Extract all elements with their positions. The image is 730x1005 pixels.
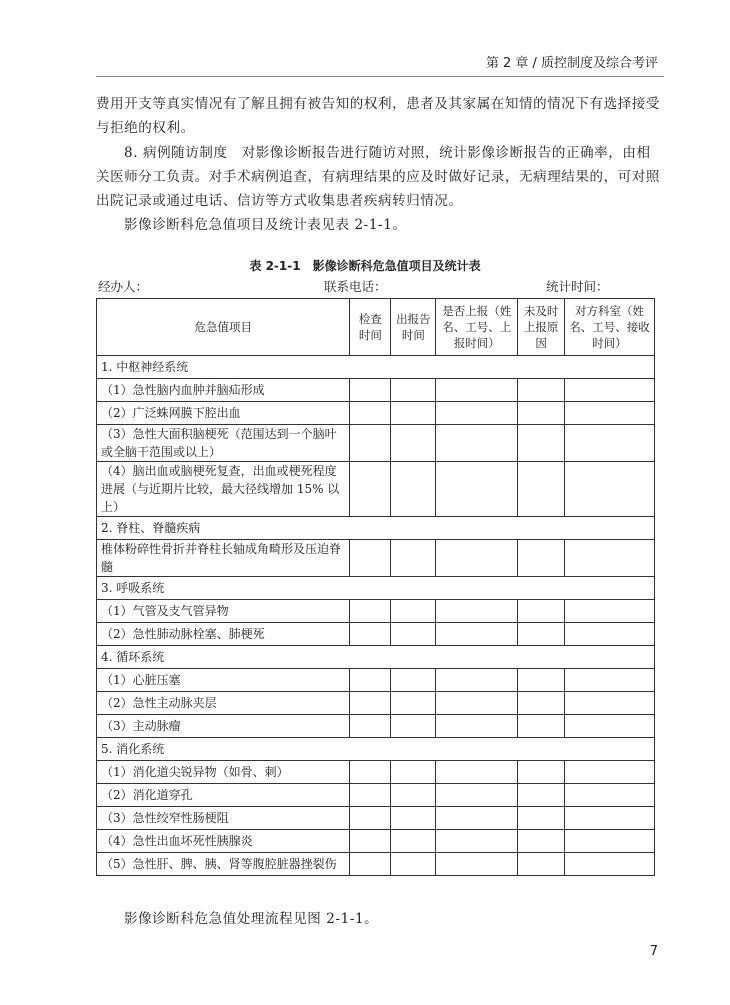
- category-label: 1. 中枢神经系统: [97, 356, 655, 379]
- table-row: [97, 623, 655, 646]
- header-receiving-dept: 对方科室（姓名、工号、接收时间）: [565, 299, 655, 356]
- empty-cell: [565, 761, 655, 784]
- empty-cell: [436, 425, 518, 462]
- empty-cell: [350, 600, 391, 623]
- category-row: [97, 738, 655, 761]
- empty-cell: [565, 402, 655, 425]
- empty-cell: [436, 540, 518, 577]
- header-check-time: 检查时间: [350, 299, 391, 356]
- empty-cell: [391, 692, 436, 715]
- table-row: [97, 669, 655, 692]
- table-row: [97, 379, 655, 402]
- item-label: （3）主动脉瘤: [97, 715, 350, 738]
- empty-cell: [350, 379, 391, 402]
- category-label: 2. 脊柱、脊髓疾病: [97, 517, 655, 540]
- empty-cell: [391, 761, 436, 784]
- empty-cell: [565, 715, 655, 738]
- meta-handler: 经办人：: [98, 279, 149, 294]
- empty-cell: [436, 462, 518, 517]
- empty-cell: [350, 402, 391, 425]
- paragraph-follow-up-body: 对影像诊断报告进行随访对照，统计影像诊断报告的正确率，由相关医师分工负责。对手术病例追查，有病理结果的应及时做好记录，无病理结果的，可对照出院记录或通过电话、信访等方式收集患者疾病转归情况。: [96, 145, 660, 209]
- item-label: （3）急性绞窄性肠梗阻: [97, 807, 350, 830]
- empty-cell: [565, 600, 655, 623]
- empty-cell: [565, 830, 655, 853]
- empty-cell: [565, 462, 655, 517]
- category-row: [97, 577, 655, 600]
- item-label: 椎体粉碎性骨折并脊柱长轴成角畸形及压迫脊髓: [97, 540, 350, 577]
- empty-cell: [391, 425, 436, 462]
- empty-cell: [391, 715, 436, 738]
- table-row: [97, 600, 655, 623]
- empty-cell: [391, 623, 436, 646]
- table-row: [97, 462, 655, 517]
- empty-cell: [565, 669, 655, 692]
- item-label: （1）消化道尖锐异物（如骨、刺）: [97, 761, 350, 784]
- table-row: [97, 830, 655, 853]
- empty-cell: [350, 669, 391, 692]
- empty-cell: [350, 692, 391, 715]
- table-header-row: [97, 299, 655, 356]
- empty-cell: [518, 715, 565, 738]
- empty-cell: [350, 853, 391, 876]
- empty-cell: [391, 853, 436, 876]
- header-item: 危急值项目: [97, 299, 350, 356]
- empty-cell: [518, 669, 565, 692]
- empty-cell: [436, 600, 518, 623]
- empty-cell: [391, 830, 436, 853]
- empty-cell: [391, 669, 436, 692]
- header-divider: [96, 76, 664, 77]
- item-label: （1）气管及支气管异物: [97, 600, 350, 623]
- table-row: [97, 425, 655, 462]
- empty-cell: [350, 540, 391, 577]
- item-label: （5）急性肝、脾、胰、肾等腹腔脏器挫裂伤: [97, 853, 350, 876]
- empty-cell: [436, 761, 518, 784]
- empty-cell: [391, 462, 436, 517]
- header-report-time: 出报告时间: [391, 299, 436, 356]
- empty-cell: [436, 692, 518, 715]
- empty-cell: [436, 669, 518, 692]
- empty-cell: [350, 462, 391, 517]
- empty-cell: [350, 623, 391, 646]
- empty-cell: [350, 425, 391, 462]
- table-row: [97, 715, 655, 738]
- empty-cell: [350, 715, 391, 738]
- item-label: （2）消化道穿孔: [97, 784, 350, 807]
- item-label: （1）急性脑内血肿并脑疝形成: [97, 379, 350, 402]
- item-label: （4）脑出血或脑梗死复查，出血或梗死程度进展（与近期片比较，最大径线增加 15% 以上）: [97, 462, 350, 517]
- running-header: 第 2 章 / 质控制度及综合考评: [485, 56, 658, 71]
- empty-cell: [518, 692, 565, 715]
- empty-cell: [391, 540, 436, 577]
- critical-value-table: [96, 298, 655, 876]
- table-row: [97, 540, 655, 577]
- empty-cell: [565, 379, 655, 402]
- empty-cell: [565, 425, 655, 462]
- empty-cell: [436, 715, 518, 738]
- empty-cell: [518, 830, 565, 853]
- empty-cell: [518, 600, 565, 623]
- paragraph-flow-ref: 影像诊断科危急值处理流程见图 2-1-1。: [124, 911, 379, 927]
- empty-cell: [391, 807, 436, 830]
- empty-cell: [565, 807, 655, 830]
- header-reported: 是否上报（姓名、工号、上报时间）: [436, 299, 518, 356]
- empty-cell: [518, 540, 565, 577]
- item-label: （2）急性主动脉夹层: [97, 692, 350, 715]
- item-label: （3）急性大面积脑梗死（范围达到一个脑叶或全脑干范围或以上）: [97, 425, 350, 462]
- empty-cell: [350, 807, 391, 830]
- empty-cell: [436, 379, 518, 402]
- empty-cell: [565, 853, 655, 876]
- empty-cell: [391, 600, 436, 623]
- category-label: 4. 循环系统: [97, 646, 655, 669]
- table-row: [97, 853, 655, 876]
- empty-cell: [518, 402, 565, 425]
- empty-cell: [436, 853, 518, 876]
- paragraph-follow-up-title: 8. 病例随访制度: [124, 145, 228, 161]
- paragraph-rights: 费用开支等真实情况有了解且拥有被告知的权利，患者及其家属在知情的情况下有选择接受与拒绝的权利。: [96, 96, 660, 136]
- category-row: [97, 646, 655, 669]
- empty-cell: [518, 379, 565, 402]
- meta-time: 统计时间：: [546, 279, 609, 294]
- category-label: 5. 消化系统: [97, 738, 655, 761]
- empty-cell: [436, 402, 518, 425]
- item-label: （2）急性肺动脉栓塞、肺梗死: [97, 623, 350, 646]
- empty-cell: [518, 425, 565, 462]
- empty-cell: [565, 784, 655, 807]
- empty-cell: [436, 623, 518, 646]
- empty-cell: [518, 784, 565, 807]
- empty-cell: [391, 402, 436, 425]
- empty-cell: [565, 692, 655, 715]
- table-row: [97, 761, 655, 784]
- empty-cell: [436, 830, 518, 853]
- empty-cell: [518, 462, 565, 517]
- empty-cell: [518, 761, 565, 784]
- empty-cell: [436, 784, 518, 807]
- header-late-reason: 未及时上报原因: [518, 299, 565, 356]
- category-row: [97, 356, 655, 379]
- item-label: （1）心脏压塞: [97, 669, 350, 692]
- item-label: （4）急性出血坏死性胰腺炎: [97, 830, 350, 853]
- category-label: 3. 呼吸系统: [97, 577, 655, 600]
- table-body: [97, 356, 655, 876]
- table-row: [97, 784, 655, 807]
- empty-cell: [350, 784, 391, 807]
- empty-cell: [565, 623, 655, 646]
- page-number: 7: [649, 944, 658, 959]
- empty-cell: [350, 830, 391, 853]
- empty-cell: [518, 623, 565, 646]
- item-label: （2）广泛蛛网膜下腔出血: [97, 402, 350, 425]
- empty-cell: [436, 807, 518, 830]
- paragraph-follow-up: [96, 141, 664, 213]
- empty-cell: [518, 807, 565, 830]
- paragraph-table-ref: 影像诊断科危急值项目及统计表见表 2-1-1。: [124, 217, 407, 233]
- table-row: [97, 402, 655, 425]
- category-row: [97, 517, 655, 540]
- table-row: [97, 807, 655, 830]
- table-meta: [96, 277, 664, 295]
- empty-cell: [518, 853, 565, 876]
- empty-cell: [391, 784, 436, 807]
- empty-cell: [565, 540, 655, 577]
- empty-cell: [350, 761, 391, 784]
- meta-phone: 联系电话：: [324, 279, 387, 294]
- table-row: [97, 692, 655, 715]
- empty-cell: [391, 379, 436, 402]
- table-caption: 表 2-1-1 影像诊断科危急值项目及统计表: [249, 259, 481, 273]
